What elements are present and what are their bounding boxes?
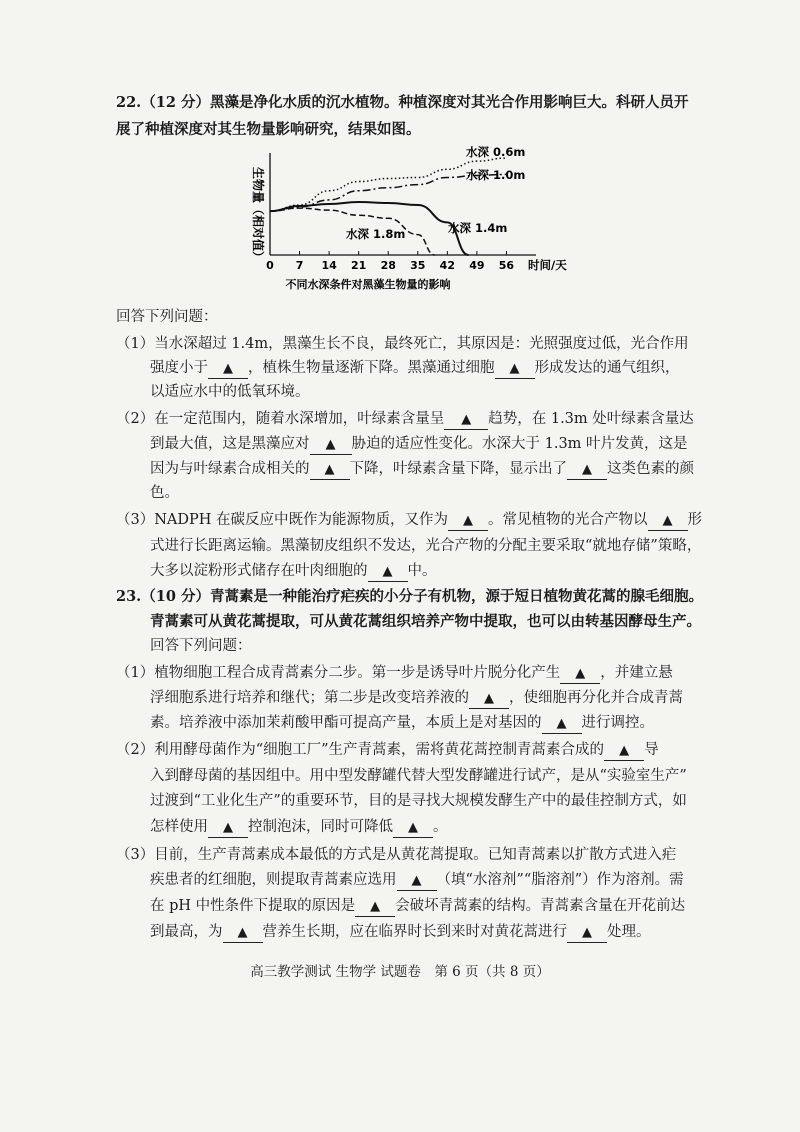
answer-blank[interactable] — [495, 359, 535, 379]
x-tick-label: 7 — [295, 259, 304, 272]
answer-blank[interactable] — [448, 511, 488, 531]
answer-blank[interactable] — [208, 359, 248, 379]
text: 趋势，在 1.3m 处叶绿素含量达 — [488, 411, 694, 427]
text: （填“水溶剂”“脂溶剂”）作为溶剂。需 — [436, 872, 684, 888]
triangle-mark-icon: ▲ — [324, 462, 335, 477]
text: 胁迫的适应性变化。水深大于 1.3m 叶片发黄，这是 — [351, 436, 688, 452]
text: 。常见植物的光合产物以 — [488, 512, 648, 528]
q23-p3-line1: （3）目前，生产青蒿素成本最低的方式是从黄花蒿提取。已知青蒿素以扩散方式进入疟 — [116, 847, 677, 863]
triangle-mark-icon: ▲ — [662, 513, 673, 528]
text: 。 — [433, 819, 448, 835]
triangle-mark-icon: ▲ — [461, 412, 472, 427]
triangle-mark-icon: ▲ — [556, 716, 567, 731]
triangle-mark-icon: ▲ — [237, 925, 248, 940]
answer-blank[interactable] — [469, 689, 509, 709]
text: ，并建立悬 — [600, 665, 673, 681]
text: 处理。 — [607, 924, 651, 940]
q22-p3-line2: 式进行长距离运输。黑藻韧皮组织不发达，光合产物的分配主要采取“就地存储”策略， — [150, 538, 702, 554]
q23-p2-line1 — [116, 740, 659, 761]
q23-p1-line1 — [116, 663, 673, 684]
text: ，植株生物量逐渐下降。黑藻通过细胞 — [248, 360, 495, 376]
triangle-mark-icon: ▲ — [619, 743, 630, 758]
text: 营养生长期，应在临界时长到来时对黄花蒿进行 — [262, 924, 567, 940]
text: 强度小于 — [150, 360, 208, 376]
triangle-mark-icon: ▲ — [575, 666, 586, 681]
q22-intro-line2: 展了种植深度对其生物量影响研究，结果如图。 — [116, 121, 421, 138]
x-tick-label: 14 — [321, 259, 337, 272]
triangle-mark-icon: ▲ — [408, 820, 418, 835]
text: 这类色素的颜 — [607, 461, 694, 477]
text: 进行调控。 — [581, 715, 654, 731]
text: 形 — [687, 512, 703, 528]
q23-intro-line2: 青蒿素可从黄花蒿提取，可从黄花蒿组织培养产物中提取，也可以由转基因酵母生产。 — [150, 613, 701, 630]
answer-blank[interactable] — [444, 410, 488, 430]
triangle-mark-icon: ▲ — [370, 899, 381, 914]
text: 中。 — [407, 563, 437, 579]
q23-p2-line3: 过渡到“工业化生产”的重要环节，目的是寻找大规模发酵生产中的最佳控制方式，如 — [150, 793, 687, 809]
answer-blank[interactable] — [648, 511, 688, 531]
text: （3）NADPH 在碳反应中既作为能源物质，又作为 — [116, 512, 449, 528]
q22-p2-line3 — [150, 459, 694, 480]
answer-blank[interactable] — [310, 460, 350, 480]
text: 大多以淀粉形式储存在叶肉细胞的 — [150, 563, 368, 579]
chart-title: 不同水深条件对黑藻生物量的影响 — [285, 278, 451, 291]
q22-p1-line3: 以适应水中的低氧环境。 — [150, 384, 310, 400]
q23-p3-line2 — [150, 870, 684, 891]
triangle-mark-icon: ▲ — [582, 462, 592, 477]
q23-p3-line3 — [150, 896, 685, 917]
q23-p3-line4 — [150, 922, 651, 943]
answer-blank[interactable] — [368, 562, 408, 582]
series-label: 水深 1.0m — [466, 168, 526, 182]
answer-blank[interactable] — [393, 818, 433, 838]
q23-answer-intro: 回答下列问题： — [150, 638, 252, 654]
answer-blank[interactable] — [223, 923, 263, 943]
x-tick-label: 21 — [351, 259, 367, 272]
q22-p1-line2 — [150, 358, 680, 379]
q22-p2-line4: 色。 — [150, 485, 179, 501]
q23-p2-line2: 入到酵母菌的基因组中。用中型发酵罐代替大型发酵罐进行试产，是从“实验室生产” — [150, 768, 687, 784]
biomass-chart — [238, 145, 568, 295]
series-label: 水深 1.4m — [448, 221, 508, 235]
q23-intro-line1: 23.（10 分）青蒿素是一种能治疗疟疾的小分子有机物，源于短日植物黄花蒿的腺毛细胞。 — [116, 588, 703, 605]
triangle-mark-icon: ▲ — [509, 361, 520, 376]
triangle-mark-icon: ▲ — [223, 361, 233, 376]
text: 因为与叶绿素合成相关的 — [150, 461, 310, 477]
text: 会破坏青蒿素的结构。青蒿素含量在开花前达 — [395, 898, 686, 914]
answer-blank[interactable] — [208, 818, 248, 838]
q22-p2-line2 — [150, 434, 688, 455]
triangle-mark-icon: ▲ — [411, 873, 422, 888]
q22-answer-intro: 回答下列问题： — [116, 309, 218, 325]
chart-xlabel: 时间/天 — [528, 258, 567, 272]
triangle-mark-icon: ▲ — [382, 564, 393, 579]
text: 怎样使用 — [150, 819, 208, 835]
text: 到最高，为 — [150, 924, 223, 940]
text: ，使细胞再分化并合成青蒿 — [509, 690, 683, 706]
answer-blank[interactable] — [567, 460, 607, 480]
answer-blank[interactable] — [397, 871, 437, 891]
q23-p2-line4 — [150, 817, 448, 838]
answer-blank[interactable] — [560, 664, 600, 684]
triangle-mark-icon: ▲ — [463, 513, 474, 528]
x-tick-label: 28 — [380, 259, 396, 272]
text: 形成发达的通气组织， — [534, 360, 680, 376]
triangle-mark-icon: ▲ — [484, 691, 494, 706]
text: （2）利用酵母菌作为“细胞工厂”生产青蒿素，需将黄花蒿控制青蒿素合成的 — [116, 742, 605, 758]
page-footer: 高三教学测试 生物学 试题卷 第 6 页（共 8 页） — [250, 964, 550, 980]
text: 素。培养液中添加茉莉酸甲酯可提高产量，本质上是对基因的 — [150, 715, 542, 731]
text: 控制泡沫，同时可降低 — [248, 819, 393, 835]
text: 疾患者的红细胞，则提取青蒿素应选用 — [150, 872, 397, 888]
text: 导 — [644, 742, 659, 758]
chart-ylabel: 生物量（相对值） — [251, 166, 265, 264]
answer-blank[interactable] — [310, 435, 352, 455]
x-tick-label: 35 — [410, 259, 426, 272]
series-label: 水深 0.6m — [466, 145, 526, 159]
q22-p3-line3 — [150, 561, 437, 582]
triangle-mark-icon: ▲ — [582, 925, 592, 940]
x-tick-label: 56 — [498, 259, 515, 272]
text: （1）植物细胞工程合成青蒿素分二步。第一步是诱导叶片脱分化产生 — [116, 665, 561, 681]
x-tick-label: 42 — [439, 259, 455, 272]
answer-blank[interactable] — [567, 923, 607, 943]
q22-p2-line1 — [116, 409, 694, 430]
text: 浮细胞系进行培养和继代；第二步是改变培养液的 — [150, 690, 469, 706]
text: （2）在一定范围内，随着水深增加，叶绿素含量呈 — [116, 411, 445, 427]
answer-blank[interactable] — [355, 897, 395, 917]
q23-p1-line3 — [150, 713, 654, 734]
x-tick-label: 49 — [469, 259, 485, 272]
q22-p3-line1 — [116, 510, 702, 531]
text: 下降，叶绿素含量下降，显示出了 — [349, 461, 567, 477]
answer-blank[interactable] — [604, 741, 644, 761]
text: 在 pH 中性条件下提取的原因是 — [150, 898, 356, 914]
q23-p1-line2 — [150, 688, 683, 709]
text: 到最大值，这是黑藻应对 — [150, 436, 310, 452]
triangle-mark-icon: ▲ — [223, 820, 233, 835]
triangle-mark-icon: ▲ — [325, 437, 336, 452]
x-tick-label: 0 — [266, 259, 274, 272]
series-label: 水深 1.8m — [346, 227, 406, 241]
answer-blank[interactable] — [542, 714, 582, 734]
q22-p1-line1: （1）当水深超过 1.4m，黑藻生长不良，最终死亡，其原因是：光照强度过低，光合作用 — [116, 336, 689, 352]
q22-intro-line1: 22.（12 分）黑藻是净化水质的沉水植物。种植深度对其光合作用影响巨大。科研人员开 — [116, 94, 689, 111]
